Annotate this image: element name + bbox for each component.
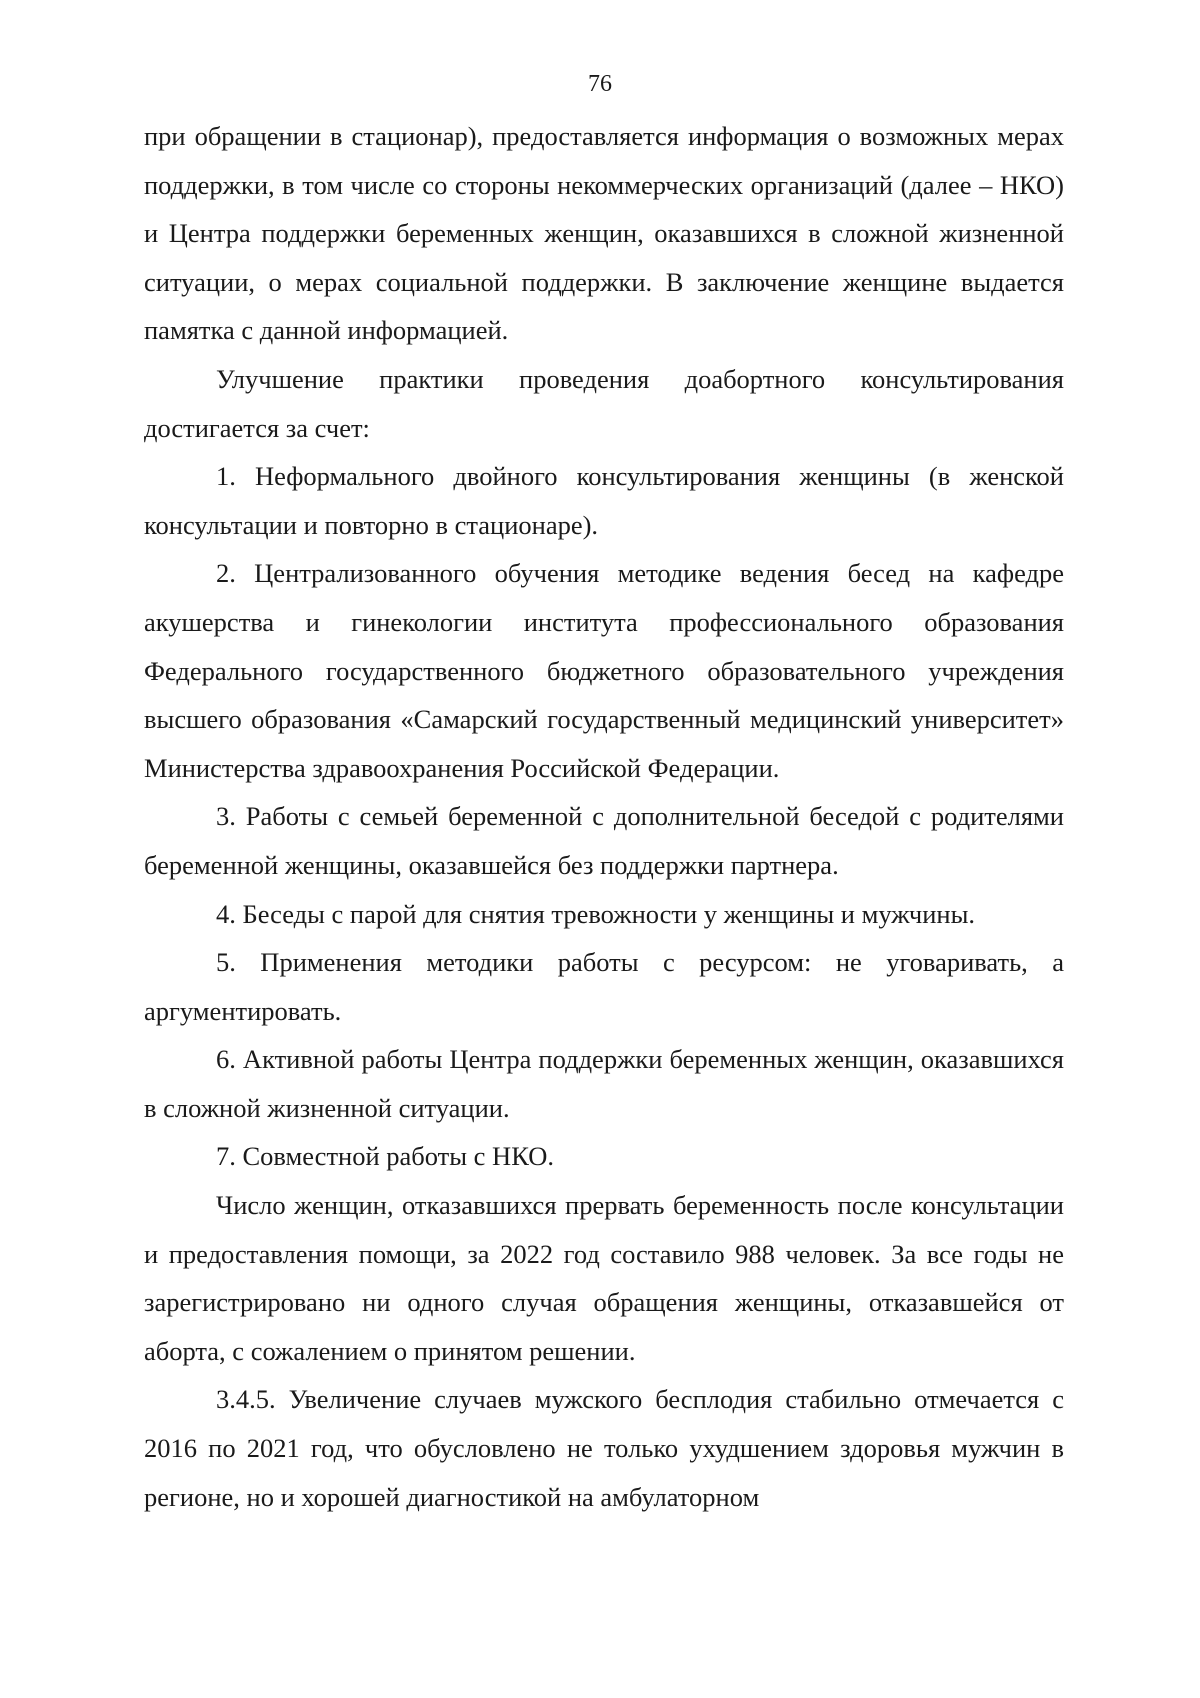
list-item-1: 1. Неформального двойного консультирования женщины (в женской консультации и повторно в стационаре).	[144, 461, 1064, 540]
paragraph-section-3-4-5: 3.4.5. Увеличение случаев мужского бесплодия стабильно отмечается с 2016 по 2021 год, что обусловлено не только ухудшением здоровья мужчин в регионе, но и хорошей диагностикой на амбулаторном	[144, 1384, 1064, 1512]
list-item-3: 3. Работы с семьей беременной с дополнительной беседой с родителями беременной женщины, оказавшейся без поддержки партнера.	[144, 801, 1064, 880]
list-item-2: 2. Централизованного обучения методике ведения бесед на кафедре акушерства и гинекологии института профессионального образования Федерального государственного бюджетного образовательного учреждения высшего образования «Самарский государственный медицинский университет» Министерства здравоохранения Российской Федерации.	[144, 558, 1064, 783]
paragraph-continuation: при обращении в стационар), предоставляется информация о возможных мерах поддержки, в том числе со стороны некоммерческих организаций (далее – НКО) и Центра поддержки беременных женщин, оказавшихся в сложной жизненной ситуации, о мерах социальной поддержки. В заключение женщине выдается памятка с данной информацией.	[144, 121, 1064, 346]
paragraph-statistics: Число женщин, отказавшихся прервать беременность после консультации и предоставления помощи, за 2022 год составило 988 человек. За все годы не зарегистрировано ни одного случая обращения женщины, отказавшейся от аборта, с сожалением о принятом решении.	[144, 1190, 1064, 1366]
paragraph-improvement-intro: Улучшение практики проведения доабортного консультирования достигается за счет:	[144, 363, 1064, 443]
body-text	[144, 112, 1064, 1521]
list-item-4: 4. Беседы с парой для снятия тревожности у женщины и мужчины.	[216, 898, 976, 929]
list-item-5: 5. Применения методики работы с ресурсом: не уговаривать, а аргументировать.	[144, 947, 1064, 1026]
page-number: 76	[588, 71, 612, 97]
list-item-7: 7. Совместной работы с НКО.	[216, 1141, 554, 1172]
list-item-6: 6. Активной работы Центра поддержки беременных женщин, оказавшихся в сложной жизненной ситуации.	[144, 1044, 1064, 1123]
